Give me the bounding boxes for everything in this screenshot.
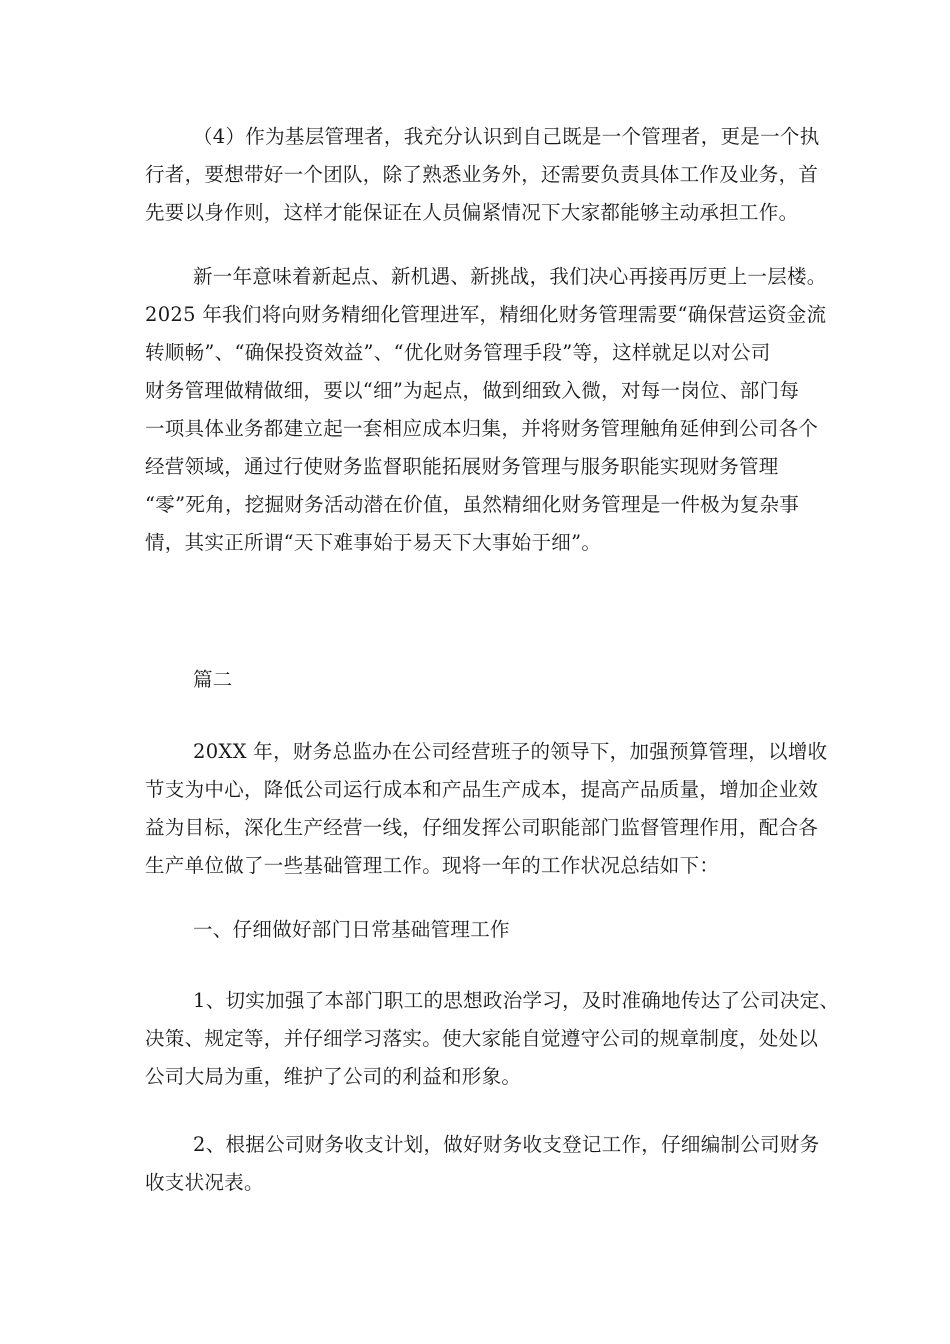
- section-title: 篇二: [193, 668, 233, 691]
- text-line: 2025 年我们将向财务精细化管理进军，精细化财务管理需要“确保营运资金流: [145, 303, 827, 326]
- text-line: 决策、规定等，并仔细学习落实。使大家能自觉遵守公司的规章制度，处处以: [145, 1027, 819, 1050]
- text-line: 20XX 年，财务总监办在公司经营班子的领导下，加强预算管理，以增收: [193, 740, 828, 763]
- text-line: 生产单位做了一些基础管理工作。现将一年的工作状况总结如下：: [145, 854, 720, 877]
- text-line: 行者，要想带好一个团队，除了熟悉业务外，还需要负责具体工作及业务，首: [145, 163, 819, 186]
- text-line: 一项具体业务都建立起一套相应成本归集，并将财务管理触角延伸到公司各个: [145, 417, 819, 440]
- text-line: 先要以身作则，这样才能保证在人员偏紧情况下大家都能够主动承担工作。: [145, 201, 799, 224]
- text-line: 新一年意味着新起点、新机遇、新挑战，我们决心再接再厉更上一层楼。: [193, 265, 827, 288]
- text-line: 1、切实加强了本部门职工的思想政治学习，及时准确地传达了公司决定、: [193, 989, 840, 1012]
- text-line: 益为目标，深化生产经营一线，仔细发挥公司职能部门监督管理作用，配合各: [145, 816, 819, 839]
- text-line: 2、根据公司财务收支计划，做好财务收支登记工作，仔细编制公司财务: [193, 1133, 820, 1156]
- text-line: （4）作为基层管理者，我充分认识到自己既是一个管理者，更是一个执: [193, 125, 820, 148]
- section-heading: 一、仔细做好部门日常基础管理工作: [193, 918, 510, 941]
- text-line: 公司大局为重，维护了公司的利益和形象。: [145, 1065, 522, 1088]
- text-line: 情，其实正所谓“天下难事始于易天下大事始于细”。: [145, 531, 602, 554]
- text-line: 收支状况表。: [145, 1171, 264, 1194]
- text-line: 节支为中心，降低公司运行成本和产品生产成本，提高产品质量，增加企业效: [145, 778, 819, 801]
- text-line: “零”死角，挖掘财务活动潜在价值，虽然精细化财务管理是一件极为复杂事: [145, 493, 800, 516]
- text-line: 转顺畅”、“确保投资效益”、“优化财务管理手段”等，这样就足以对公司: [145, 341, 771, 364]
- text-line: 财务管理做精做细，要以“细”为起点，做到细致入微，对每一岗位、部门每: [145, 379, 800, 402]
- text-line: 经营领域，通过行使财务监督职能拓展财务管理与服务职能实现财务管理: [145, 455, 779, 478]
